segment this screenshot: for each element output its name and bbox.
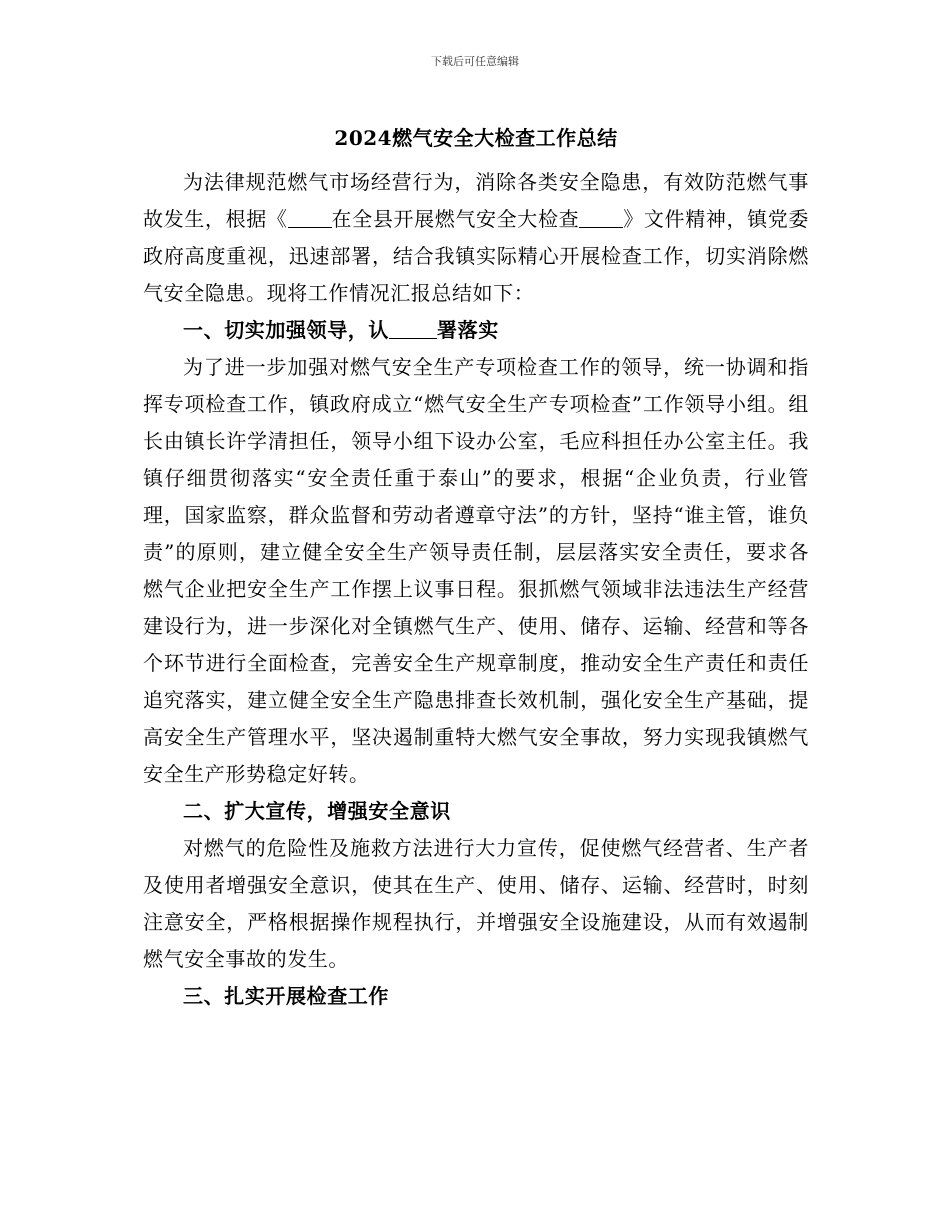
section1-heading-text-2: 署落实 xyxy=(437,318,499,342)
intro-text-3: 》文件精神，镇党委政府高度重视，迅速部署，结合我镇实际精心开展检查工作，切实消除燃气安全隐患。现将工作情况汇报总结如下： xyxy=(143,207,810,305)
section2-body: 对燃气的危险性及施救方法进行大力宣传，促使燃气经营者、生产者及使用者增强安全意识，使其在生产、使用、储存、运输、经营时，时刻注意安全，严格根据操作规程执行，并增强安全设施建设，从而有效遏制燃气安全事故的发生。 xyxy=(143,836,809,971)
blank-underline-2 xyxy=(579,207,623,228)
blank-underline-3 xyxy=(389,318,437,339)
intro-paragraph xyxy=(143,164,809,312)
intro-text-1: 为法律规范燃气市场经营行为，消除各类安全隐患，有效防范燃气事故发生，根据《 xyxy=(143,170,809,231)
section2-heading: 二、扩大宣传，增强安全意识 xyxy=(183,799,451,823)
intro-text-2: 在全县开展燃气安全大检查 xyxy=(331,207,580,231)
section1-heading xyxy=(143,312,809,349)
header-note: 下载后可任意编辑 xyxy=(431,55,519,68)
document-body xyxy=(143,124,809,1015)
section1-heading-text-1: 一、切实加强领导，认 xyxy=(183,318,389,342)
section1-body: 为了进一步加强对燃气安全生产专项检查工作的领导，统一协调和指挥专项检查工作，镇政府成立“燃气安全生产专项检查”工作领导小组。组长由镇长许学清担任，领导小组下设办公室，毛应科担任办公室主任。我镇仔细贯彻落实“安全责任重于泰山”的要求，根据“企业负责，行业管理，国家监察，群众监督和劳动者遵章守法”的方针，坚持“谁主管，谁负责”的原则，建立健全安全生产领导责任制，层层落实安全责任，要求各燃气企业把安全生产工作摆上议事日程。狠抓燃气领域非法违法生产经营建设行为，进一步深化对全镇燃气生产、使用、储存、运输、经营和等各个环节进行全面检查，完善安全生产规章制度，推动安全生产责任和责任追究落实，建立健全安全生产隐患排查长效机制，强化安全生产基础，提高安全生产管理水平，坚决遏制重特大燃气安全事故，努力实现我镇燃气安全生产形势稳定好转。 xyxy=(143,355,809,786)
section3-heading: 三、扎实开展检查工作 xyxy=(183,984,389,1008)
document-title: 2024燃气安全大检查工作总结 xyxy=(334,126,618,150)
blank-underline-1 xyxy=(288,207,332,228)
